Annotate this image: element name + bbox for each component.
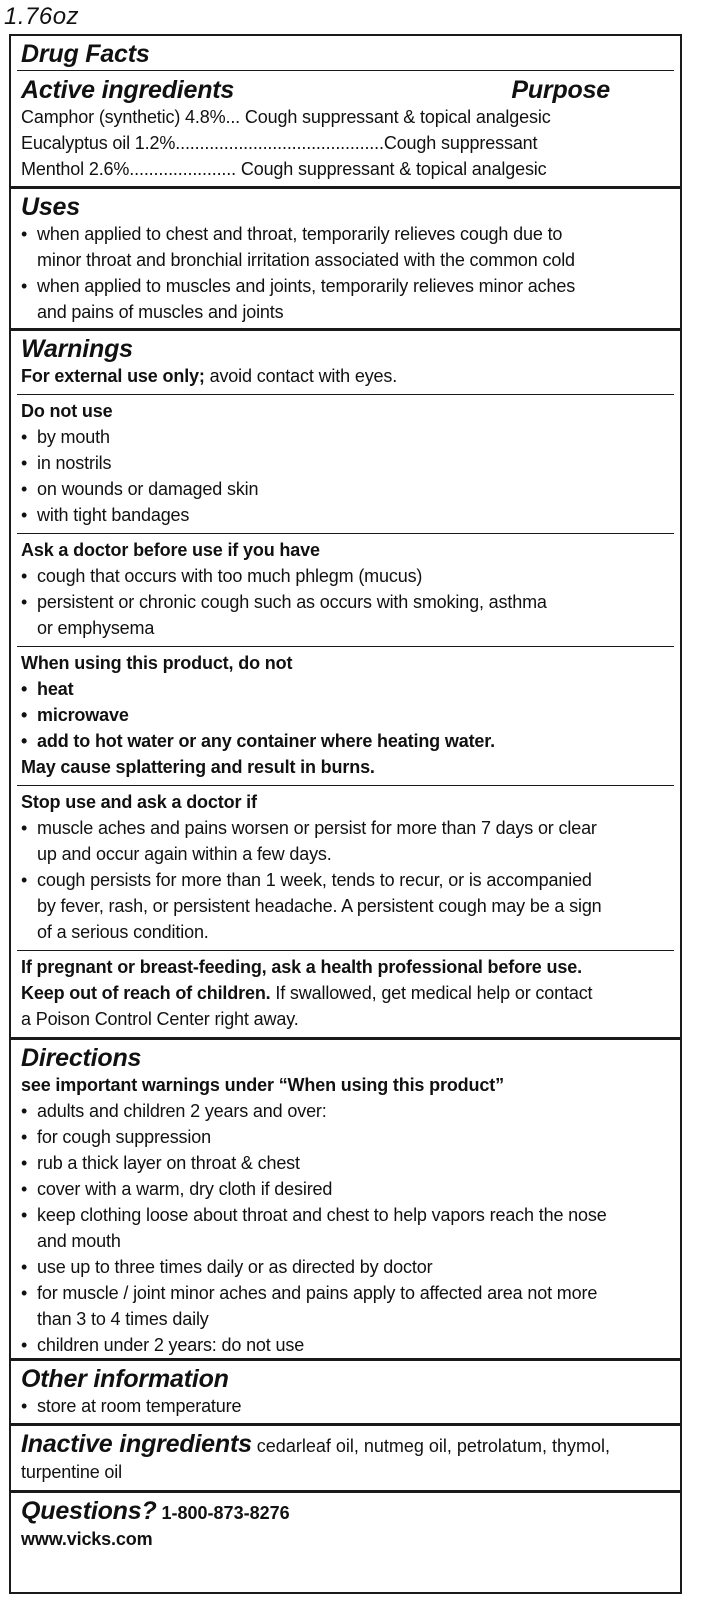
active-row: Camphor (synthetic) 4.8%... Cough suppressant & topical analgesic — [21, 107, 551, 127]
list-item: • when applied to chest and throat, temporarily relieves cough due to minor throat and bronchial irritation associated with the common cold — [21, 221, 680, 273]
divider — [11, 1490, 680, 1493]
inactive-ingredients-list: cedarleaf oil, nutmeg oil, petrolatum, thymol, — [251, 1436, 610, 1456]
list-item: • with tight bandages — [21, 502, 680, 528]
drug-facts-header — [11, 40, 680, 68]
keep-out-warning: Keep out of reach of children. If swallowed, get medical help or contact — [21, 983, 593, 1003]
do-not-use-section — [11, 398, 680, 528]
other-information-heading: Other information — [21, 1365, 229, 1393]
list-item: • cough that occurs with too much phlegm (mucus) — [21, 563, 680, 589]
when-using-section — [11, 650, 680, 780]
divider — [17, 950, 674, 951]
directions-section — [11, 1044, 680, 1358]
list-item: • store at room temperature — [21, 1393, 680, 1419]
ask-doctor-section — [11, 537, 680, 641]
list-item: • rub a thick layer on throat & chest — [21, 1150, 680, 1176]
inactive-ingredients-section — [11, 1430, 680, 1485]
phone-number[interactable]: 1-800-873-8276 — [156, 1503, 290, 1523]
list-item: • persistent or chronic cough such as occurs with smoking, asthma or emphysema — [21, 589, 680, 641]
list-item: • adults and children 2 years and over: — [21, 1098, 680, 1124]
poison-control-line: a Poison Control Center right away. — [21, 1009, 299, 1029]
when-using-heading: When using this product, do not — [21, 653, 293, 673]
divider — [17, 646, 674, 647]
stop-use-heading: Stop use and ask a doctor if — [21, 792, 257, 812]
divider — [11, 1037, 680, 1040]
list-item: • cough persists for more than 1 week, tends to recur, or is accompanied by fever, rash, or persistent headache. A persistent cough may be a sign of a serious condition. — [21, 867, 680, 945]
uses-heading: Uses — [21, 193, 80, 221]
list-item: • when applied to muscles and joints, temporarily relieves minor aches and pains of muscles and joints — [21, 273, 680, 325]
questions-section — [11, 1497, 680, 1552]
website-link[interactable]: www.vicks.com — [21, 1529, 153, 1549]
list-item: • muscle aches and pains worsen or persist for more than 7 days or clear up and occur again within a few days. — [21, 815, 680, 867]
net-weight: 1.76oz — [4, 3, 80, 30]
divider — [17, 533, 674, 534]
warnings-section — [11, 335, 680, 389]
ask-doctor-heading: Ask a doctor before use if you have — [21, 540, 320, 560]
purpose-heading: Purpose — [511, 76, 610, 104]
inactive-ingredients-heading: Inactive ingredients — [21, 1430, 252, 1458]
list-item: • add to hot water or any container where heating water. — [21, 728, 680, 754]
divider — [11, 1358, 680, 1361]
divider — [11, 1423, 680, 1426]
stop-use-section — [11, 789, 680, 945]
list-item: • by mouth — [21, 424, 680, 450]
divider — [11, 186, 680, 189]
divider — [11, 328, 680, 331]
list-item: • microwave — [21, 702, 680, 728]
list-item: • on wounds or damaged skin — [21, 476, 680, 502]
uses-section — [11, 193, 680, 325]
burn-warning: May cause splattering and result in burns. — [21, 757, 375, 777]
drug-facts-panel — [9, 34, 682, 1594]
external-use-line: For external use only; avoid contact with eyes. — [21, 366, 398, 386]
active-row: Eucalyptus oil 1.2%...........................................Cough suppressant — [21, 133, 538, 153]
do-not-use-heading: Do not use — [21, 401, 113, 421]
list-item: • heat — [21, 676, 680, 702]
warnings-heading: Warnings — [21, 335, 133, 363]
list-item: • in nostrils — [21, 450, 680, 476]
active-ingredients-heading: Active ingredients — [21, 76, 235, 104]
pregnancy-warning: If pregnant or breast-feeding, ask a health professional before use. — [21, 957, 582, 977]
list-item: • keep clothing loose about throat and chest to help vapors reach the nose and mouth — [21, 1202, 680, 1254]
other-information-section — [11, 1365, 680, 1419]
drug-facts-title: Drug Facts — [21, 40, 150, 68]
list-item: • for muscle / joint minor aches and pains apply to affected area not more than 3 to 4 times daily — [21, 1280, 680, 1332]
active-ingredients-section — [11, 76, 680, 182]
list-item: • use up to three times daily or as directed by doctor — [21, 1254, 680, 1280]
inactive-ingredients-list-cont: turpentine oil — [21, 1462, 122, 1482]
divider — [17, 785, 674, 786]
active-row: Menthol 2.6%...................... Cough suppressant & topical analgesic — [21, 159, 547, 179]
list-item: • cover with a warm, dry cloth if desired — [21, 1176, 680, 1202]
questions-heading: Questions? — [21, 1497, 157, 1525]
directions-heading: Directions — [21, 1044, 142, 1072]
list-item: • for cough suppression — [21, 1124, 680, 1150]
divider — [17, 70, 674, 71]
list-item: • children under 2 years: do not use — [21, 1332, 680, 1358]
pregnancy-children-section — [11, 954, 680, 1032]
divider — [17, 394, 674, 395]
directions-subheading: see important warnings under “When using this product” — [21, 1075, 504, 1095]
